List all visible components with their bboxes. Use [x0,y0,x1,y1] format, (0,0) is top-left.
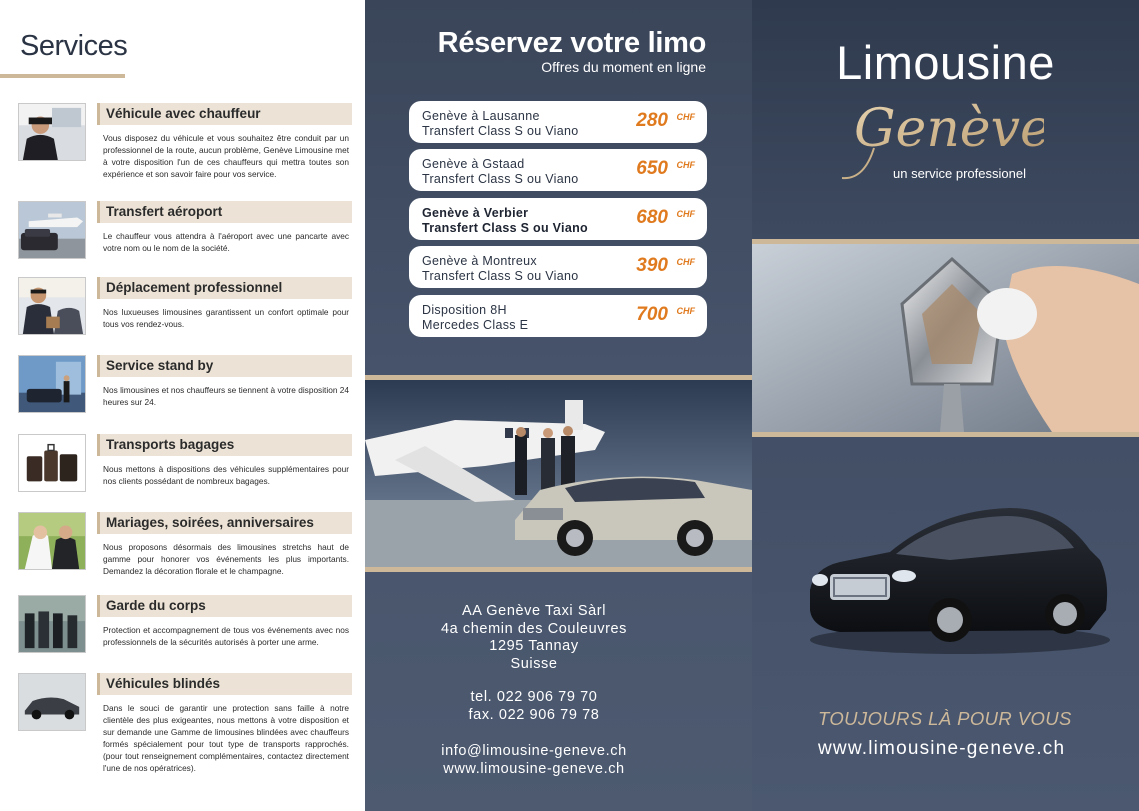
offer-currency: CHF [676,112,695,122]
fax-number: fax. 022 906 79 78 [468,706,600,723]
service-text: Nos luxueuses limousines garantissent un confort optimale pour tous vos rendez-vous. [103,307,349,329]
offer-card[interactable] [409,295,707,337]
service-title: Déplacement professionnel [97,277,352,299]
company-name: AA Genève Taxi Sàrl [461,603,607,619]
offer-price: 700 [636,304,668,325]
phone-block [365,689,703,724]
armoured-car-photo [18,673,86,731]
offer-route: Genève à Gstaad Transfert Class S ou Viano [422,157,579,186]
service-text: Protection et accompagnement de tous vos événements avec nos professionnels de la sécurités autorisés à porter une arme. [103,625,349,647]
street: 4a chemin des Couleuvres [440,620,628,637]
country: Suisse [510,655,558,672]
luggage-photo [18,434,86,492]
bodyguard-photo [18,595,86,653]
offer-price: 390 [636,255,668,276]
hood-ornament-photo [752,239,1139,437]
slogan: TOUJOURS LÀ POUR VOUS [818,708,1072,729]
services-title: Services [20,30,128,62]
service-title: Véhicules blindés [97,673,352,695]
service-text: Le chauffeur vous attendra à l'aéroport avec une pancarte avec votre nom ou le nom de la société. [103,231,349,253]
offer-currency: CHF [676,160,695,170]
service-title: Véhicule avec chauffeur [97,103,352,125]
tagline: un service professionel [893,166,1026,181]
service-text: Nos limousines et nos chauffeurs se tiennent à votre disposition 24 heures sur 24. [103,385,349,407]
service-text: Nous proposons désormais des limousines stretchs haut de gamme pour honorer vos événements les plus importants. Demandez la décoration florale et le champagne. [103,542,349,576]
offer-price: 650 [636,158,668,179]
business-photo [18,277,86,335]
service-title: Service stand by [97,355,352,377]
service-title: Transfert aéroport [97,201,352,223]
service-text: Vous disposez du véhicule et vous souhaitez être conduit par un professionnel de la route, aucun problème, Genève Limousine met à votre disposition l'un de ces chauffeurs qui mettra toutes son expérience et son savoir faire pour vos service. [103,133,349,179]
service-title: Mariages, soirées, anniversaires [97,512,352,534]
email-link[interactable]: info@limousine-geneve.ch [441,743,627,759]
offer-currency: CHF [676,209,695,219]
offer-card[interactable] [409,101,707,143]
airport-photo [18,201,86,259]
service-text: Nous mettons à dispositions des véhicules supplémentaires pour nos clients possédant de nombreux bagages. [103,464,349,486]
limousine-car-photo [800,490,1114,660]
offer-price: 680 [636,207,668,228]
wedding-photo [18,512,86,570]
zip-city: 1295 Tannay [489,638,579,654]
service-title: Transports bagages [97,434,352,456]
offer-route: Genève à Lausanne Transfert Class S ou Viano [422,109,579,138]
booking-title: Réservez votre limo [437,27,706,59]
offer-card[interactable] [409,149,707,191]
website-link[interactable]: www.limousine-geneve.ch [443,760,625,777]
online-block [365,743,703,778]
services-panel [0,0,365,811]
offer-price: 280 [636,110,668,131]
offer-card[interactable] [409,198,707,240]
logo-wordmark: Limousine [836,36,1055,89]
website-link[interactable]: www.limousine-geneve.ch [818,738,1066,759]
offer-route: Genève à Verbier Transfert Class S ou Viano [422,206,588,235]
phone-number[interactable]: tel. 022 906 79 70 [470,689,598,705]
offer-currency: CHF [676,257,695,267]
offer-currency: CHF [676,306,695,316]
booking-subtitle: Offres du moment en ligne [541,59,706,75]
service-title: Garde du corps [97,595,352,617]
offer-card[interactable] [409,246,707,288]
jet-and-car-photo [365,375,752,572]
svg-text:Genève: Genève [854,99,1044,159]
title-underline [0,74,125,78]
booking-panel [365,0,752,811]
offer-route: Genève à Montreux Transfert Class S ou Viano [422,254,579,283]
service-text: Dans le souci de garantir une protection sans faille à notre clientèle des plus exigeantes, nous mettons à votre disposition et sur demande une Gamme de limousines blindées avec chauffeurs formés spécialement pour tout type de transports rapprochés. (pour tout renseignement complémentaires, contactez directement l'une de nos opératrices). [103,703,349,773]
brand-panel [752,0,1139,811]
address-block [365,603,703,673]
chauffeur-photo [18,103,86,161]
standby-photo [18,355,86,413]
offer-route: Disposition 8H Mercedes Class E [422,303,529,332]
